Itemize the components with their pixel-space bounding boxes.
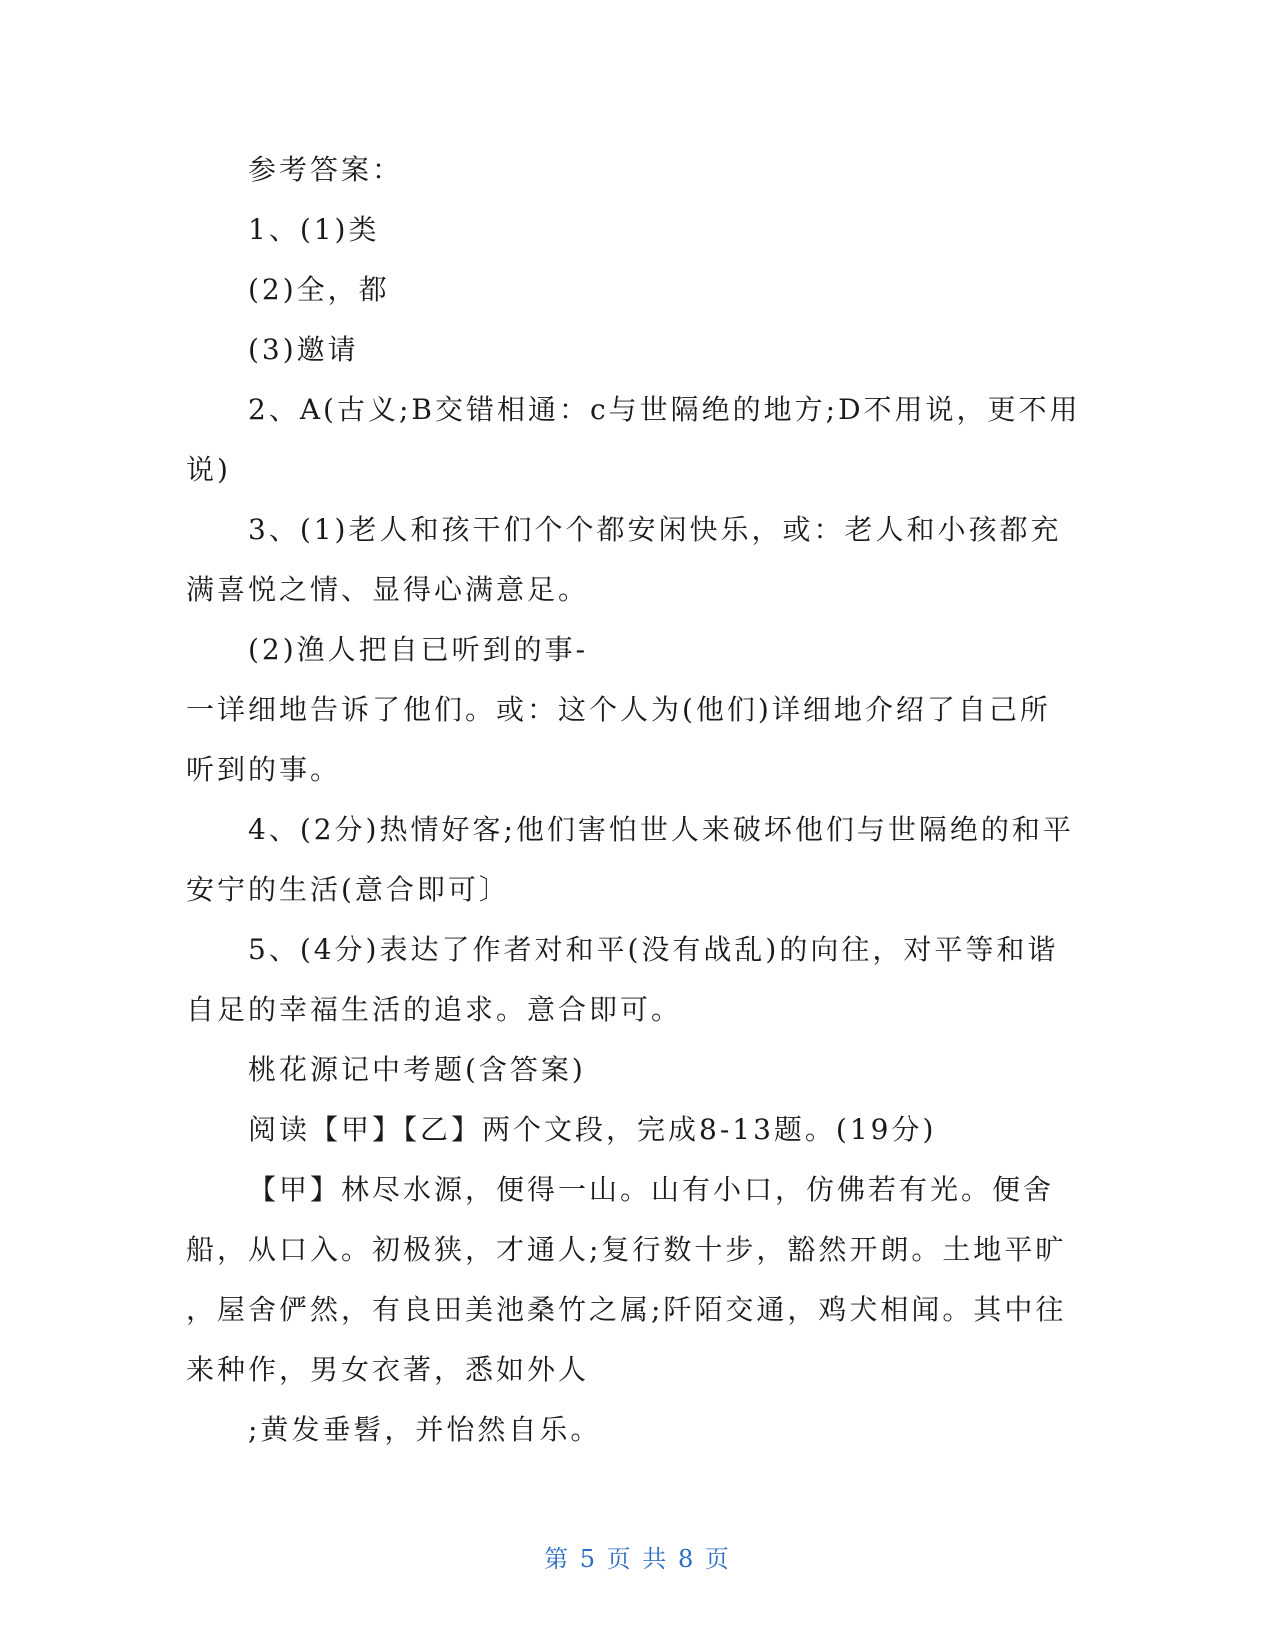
page-number-footer: 第 5 页 共 8 页 <box>544 1545 731 1573</box>
text-line: 3、(1)老人和孩干们个个都安闲快乐，或：老人和小孩都充 <box>248 513 1062 546</box>
section-title: 桃花源记中考题(含答案) <box>248 1053 586 1086</box>
text-line: 1、(1)类 <box>248 213 380 246</box>
text-line: (3)邀请 <box>248 333 359 366</box>
text-line: 【甲】林尽水源，便得一山。山有小口，仿佛若有光。便舍 <box>248 1173 1055 1206</box>
text-line: 满喜悦之情、显得心满意足。 <box>186 573 590 606</box>
text-line: 参考答案： <box>248 153 404 186</box>
text-line: ，屋舍俨然，有良田美池桑竹之属;阡陌交通，鸡犬相闻。其中往 <box>186 1293 1067 1326</box>
text-line: 2、A(古义;B交错相通：c与世隔绝的地方;D不用说，更不用 <box>248 393 1081 426</box>
text-line: 说) <box>186 453 231 486</box>
text-line: (2)全，都 <box>248 273 390 306</box>
document-body <box>186 140 1081 1460</box>
text-line: 船，从口入。初极狭，才通人;复行数十步，豁然开朗。土地平旷 <box>186 1233 1067 1266</box>
text-line: 4、(2分)热情好客;他们害怕世人来破坏他们与世隔绝的和平 <box>248 813 1074 846</box>
text-line: 自足的幸福生活的追求。意合即可。 <box>186 993 683 1026</box>
text-line: 安宁的生活(意合即可〕 <box>186 873 510 906</box>
text-line: 一详细地告诉了他们。或：这个人为(他们)详细地介绍了自己所 <box>186 693 1051 726</box>
text-line: 来种作，男女衣著，悉如外人 <box>186 1353 590 1386</box>
text-line: 听到的事。 <box>186 753 342 786</box>
text-line: ;黄发垂髫，并怡然自乐。 <box>248 1413 602 1446</box>
text-line: 5、(4分)表达了作者对和平(没有战乱)的向往，对平等和谐 <box>248 933 1059 966</box>
text-line: 阅读【甲】【乙】两个文段，完成8-13题。(19分) <box>248 1113 937 1146</box>
text-line: (2)渔人把自已听到的事- <box>248 633 589 666</box>
